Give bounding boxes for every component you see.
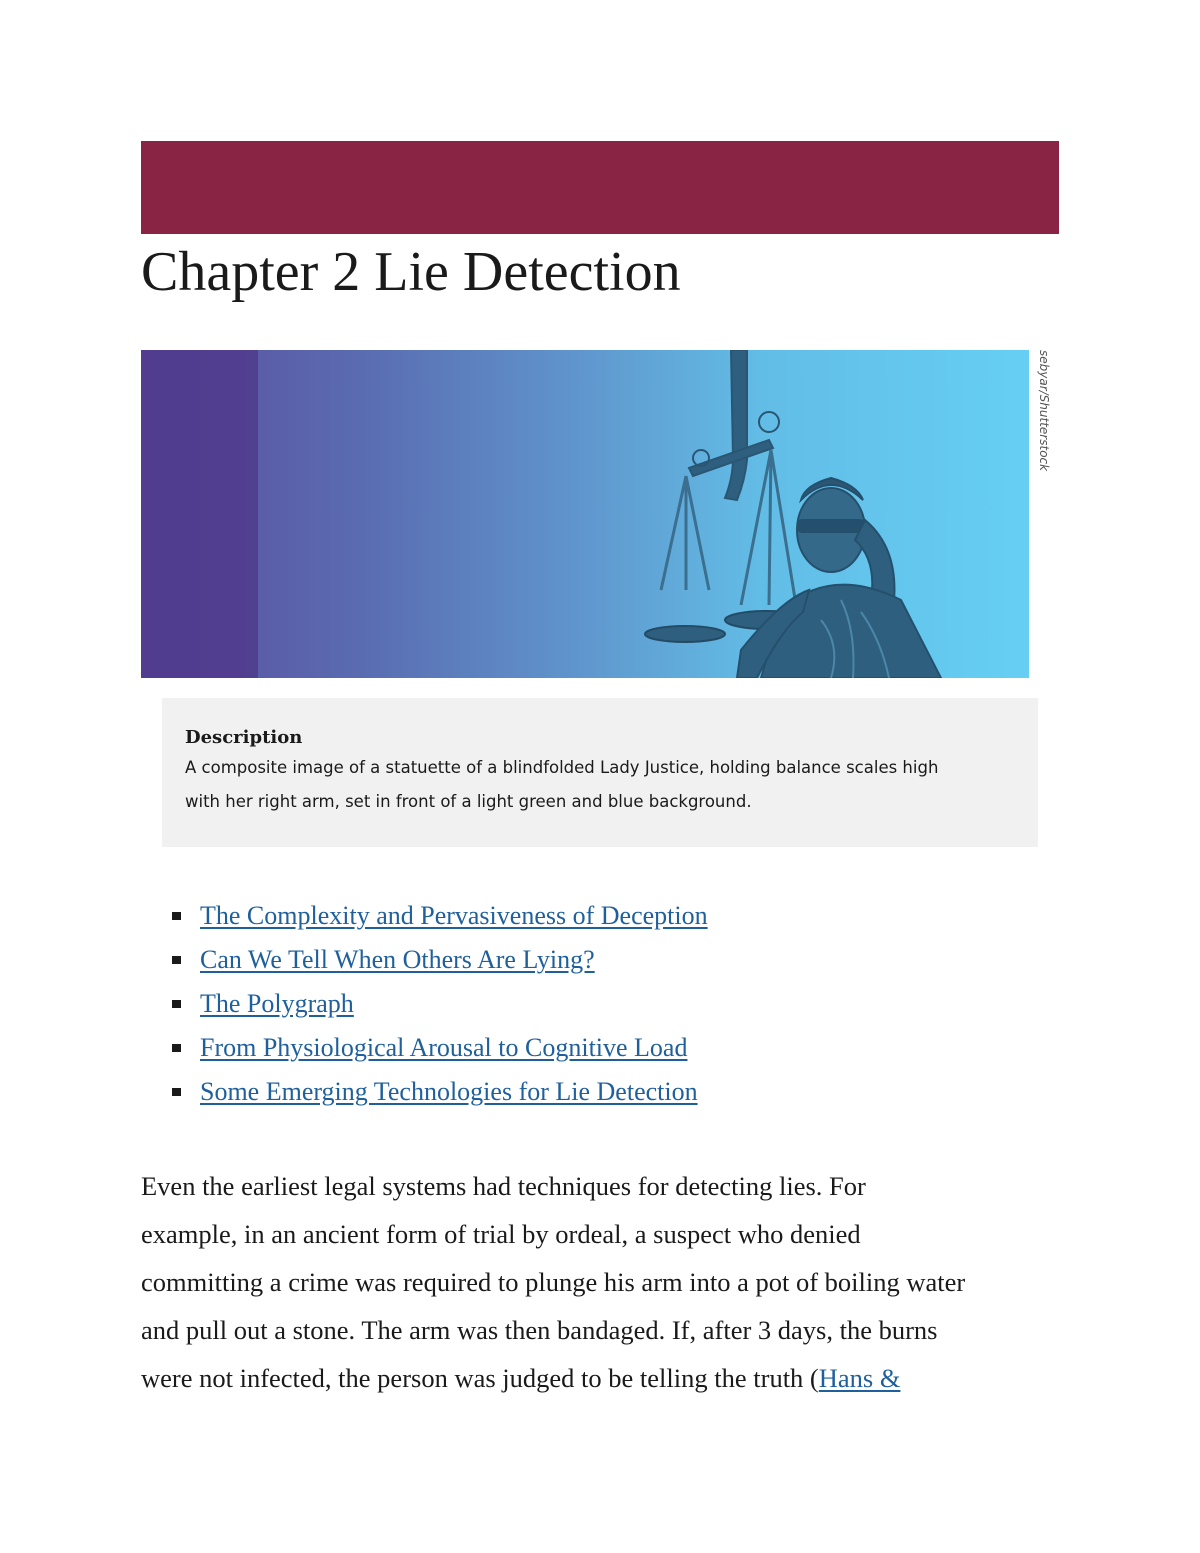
- image-description-box: [162, 698, 1038, 847]
- body-line: Even the earliest legal systems had techniques for detecting lies. For: [141, 1171, 866, 1201]
- body-line: committing a crime was required to plunge his arm into a pot of boiling water: [141, 1267, 966, 1297]
- citation-link-hans[interactable]: Hans &: [818, 1363, 901, 1393]
- body-line: and pull out a stone. The arm was then bandaged. If, after 3 days, the burns: [141, 1315, 938, 1345]
- list-item: [172, 982, 708, 1026]
- square-bullet-icon: [172, 912, 181, 920]
- list-item: [172, 1070, 708, 1114]
- description-line: with her right arm, set in front of a light green and blue background.: [185, 792, 752, 811]
- chapter-header-bar: [141, 141, 1059, 234]
- description-line: A composite image of a statuette of a blindfolded Lady Justice, holding balance scales high: [185, 758, 939, 777]
- hero-image-lady-justice: [141, 350, 1029, 678]
- toc-link-can-we-tell[interactable]: Can We Tell When Others Are Lying?: [200, 945, 595, 974]
- square-bullet-icon: [172, 1000, 181, 1008]
- description-text: [185, 751, 1016, 819]
- list-item: [172, 938, 708, 982]
- body-text-segment: were not infected, the person was judged to be telling the truth (: [141, 1363, 819, 1393]
- toc-link-physiological-arousal[interactable]: From Physiological Arousal to Cognitive Load: [200, 1033, 688, 1062]
- body-line: example, in an ancient form of trial by ordeal, a suspect who denied: [141, 1219, 861, 1249]
- toc-link-polygraph[interactable]: The Polygraph: [200, 989, 354, 1018]
- list-item: [172, 894, 708, 938]
- body-paragraph: [141, 1162, 1071, 1402]
- chapter-title: Chapter 2 Lie Detection: [141, 241, 681, 303]
- square-bullet-icon: [172, 956, 181, 964]
- body-line: [141, 1354, 1071, 1402]
- square-bullet-icon: [172, 1044, 181, 1052]
- square-bullet-icon: [172, 1088, 181, 1096]
- lady-justice-statue-illustration: [141, 350, 1029, 678]
- chapter-contents-list: [172, 894, 708, 1114]
- toc-link-complexity-of-deception[interactable]: The Complexity and Pervasiveness of Deception: [200, 901, 708, 930]
- toc-link-emerging-technologies[interactable]: Some Emerging Technologies for Lie Detection: [200, 1077, 698, 1106]
- list-item: [172, 1026, 708, 1070]
- description-heading: Description: [185, 727, 303, 748]
- image-credit: sebyar/Shutterstock: [1037, 350, 1051, 472]
